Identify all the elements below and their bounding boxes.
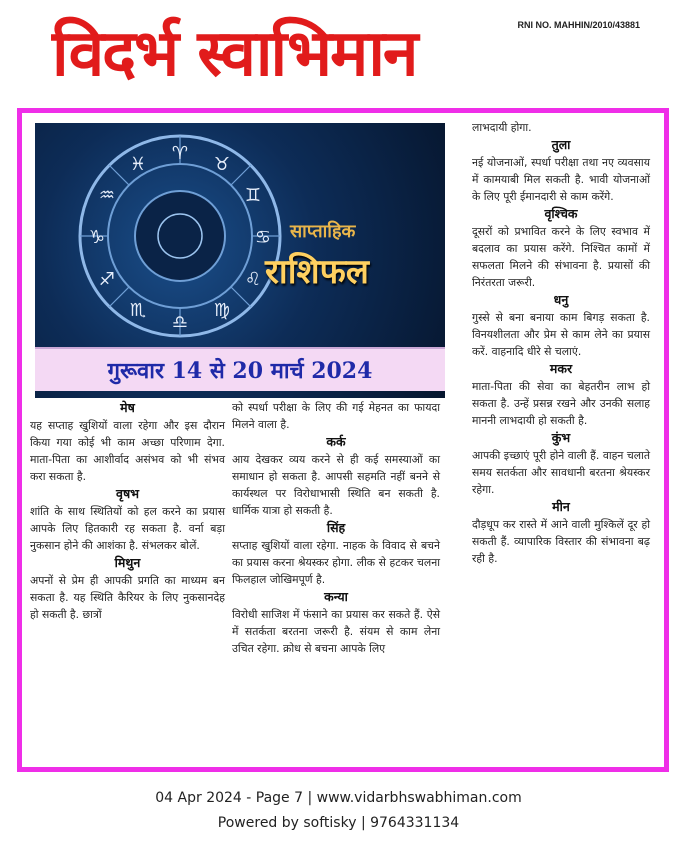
- sign-text: शांति के साथ स्थितियों को हल करने का प्रयास आपके लिए हितकारी रह सकता है. वर्ना बड़ा नुकसान होने की आशंका है. संभलकर बोलें.: [30, 505, 225, 552]
- sign-heading: सिंह: [326, 520, 346, 535]
- sign-text: गुस्से से बना बनाया काम बिगड़ सकता है. विनयशीलता और प्रेम से काम लेने का प्रयास करें. वाहनादि धीरे से चलाएं.: [472, 311, 650, 358]
- sign-heading: मेष: [120, 400, 135, 415]
- sign-text: अपनों से प्रेम ही आपकी प्रगति का माध्यम बन सकता है. यह स्थिति कैरियर के लिए नुकसानदेह हो सकती है. छात्रों: [30, 574, 225, 621]
- sign-text: आपकी इच्छाएं पूरी होने वाली हैं. वाहन चलाते समय सतर्कता और सावधानी बरतना श्रेयस्कर रहेगा.: [472, 449, 650, 496]
- footer-powered-by: Powered by softisky | 9764331134: [217, 815, 460, 831]
- sign-text: दौड़धूप कर रास्ते में आने वाली मुश्किलें दूर हो सकती हैं. व्यापारिक विस्तार की संभावना बढ़ रही है.: [472, 518, 650, 565]
- svg-text:♒: ♒: [98, 185, 116, 206]
- svg-text:♈: ♈: [171, 143, 189, 164]
- column-2: [232, 399, 440, 657]
- svg-text:♍: ♍: [213, 300, 231, 321]
- sign-text: सप्ताह खुशियों वाला रहेगा. नाहक के विवाद से बचने का प्रयास करना श्रेयस्कर होगा. लीक से हटकर चलना फिलहाल जोखिमपूर्ण है.: [232, 539, 440, 586]
- rni-number: RNI NO. MAHHIN/2010/43881: [517, 20, 640, 30]
- date-strip: [35, 347, 445, 391]
- sign-text: को स्पर्धा परीक्षा के लिए की गई मेहनत का फायदा मिलने वाला है.: [232, 401, 440, 431]
- svg-text:♏: ♏: [129, 300, 147, 321]
- footer-date-page: 04 Apr 2024 - Page 7 | www.vidarbhswabhiman.com: [155, 790, 522, 806]
- article-frame: [17, 108, 669, 772]
- svg-text:♓: ♓: [129, 154, 147, 175]
- sign-heading: धनु: [553, 292, 569, 307]
- banner-subtitle: साप्ताहिक: [290, 221, 356, 242]
- column-1: [30, 399, 225, 623]
- column-3: [472, 119, 650, 567]
- sign-text: विरोधी साजिश में फंसाने का प्रयास कर सकते हैं. ऐसे में सतर्कता बरतना जरूरी है. संयम से काम लेना उचित रहेगा. क्रोध से बचना आपके लिए: [232, 608, 440, 655]
- sign-heading: मकर: [549, 361, 573, 376]
- sign-heading: मिथुन: [114, 555, 141, 570]
- svg-text:♌: ♌: [244, 269, 262, 290]
- svg-text:♉: ♉: [213, 154, 231, 175]
- masthead: [40, 6, 640, 106]
- sign-text: माता-पिता की सेवा का बेहतरीन लाभ हो सकता है. उन्हें प्रसन्न रखने और उनकी सलाह माननी लाभदायी हो सकती है.: [472, 380, 650, 427]
- rashifal-banner: [35, 123, 445, 398]
- sign-heading: वृषभ: [116, 486, 139, 501]
- sign-heading: कर्क: [326, 434, 346, 449]
- newspaper-title: विदर्भ स्वाभिमान: [52, 17, 417, 91]
- svg-text:♑: ♑: [88, 227, 106, 248]
- svg-text:♊: ♊: [244, 185, 262, 206]
- sign-text: दूसरों को प्रभावित करने के लिए स्वभाव में बदलाव का प्रयास करेंगे. निश्चित कामों में सफलता मिलने की संभावना है. प्रयासों की निरंतरता जरूरी.: [472, 225, 650, 289]
- zodiac-wheel-icon: [75, 131, 285, 341]
- sign-text: आय देखकर व्यय करने से ही कई समस्याओं का समाधान हो सकता है. आपसी सहमति नहीं बनने से कार्यस्थल पर विरोधाभासी स्थिति बन सकती है. धार्मिक यात्रा हो सकती है.: [232, 453, 440, 517]
- sign-text: यह सप्ताह खुशियों वाला रहेगा और इस दौरान किया गया कोई भी काम अच्छा परिणाम देगा. माता-पिता का आशीर्वाद असंभव को भी संभव करा सकता है.: [30, 419, 225, 483]
- sign-text: नई योजनाओं, स्पर्धा परीक्षा तथा नए व्यवसाय में कामयाबी मिल सकती है. भावी योजनाओं के लिए पूरी ईमानदारी से काम करेंगे.: [472, 156, 650, 203]
- week-date: गुरूवार 14 से 20 मार्च 2024: [107, 358, 373, 384]
- sign-heading: कन्या: [324, 589, 348, 604]
- svg-text:♋: ♋: [254, 227, 272, 248]
- sign-heading: तुला: [551, 137, 571, 152]
- sign-heading: मीन: [552, 499, 570, 514]
- sign-heading: वृश्चिक: [544, 206, 578, 221]
- svg-text:♎: ♎: [171, 312, 189, 333]
- banner-title: राशिफल: [265, 252, 369, 292]
- sign-text: लाभदायी होगा.: [472, 121, 532, 134]
- sign-heading: कुंभ: [551, 430, 571, 445]
- svg-text:♐: ♐: [98, 269, 116, 290]
